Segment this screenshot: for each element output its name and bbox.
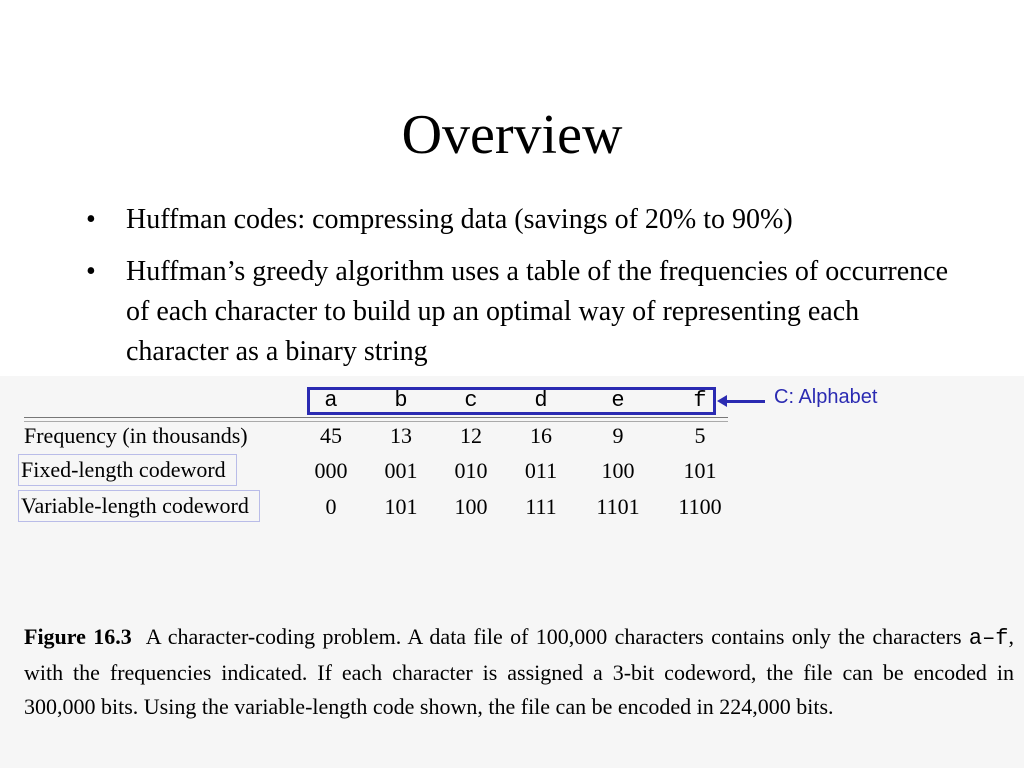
row-label-frequency: Frequency (in thousands) [24,423,248,448]
table-cell: 12 [460,423,482,448]
table-cell: 111 [525,494,557,519]
bullet-marker: • [86,256,96,287]
column-header-e: e [611,388,625,413]
column-header-c: c [464,388,478,413]
table-cell: 1101 [596,494,640,519]
figure-16-3 [0,376,1024,768]
table-cell: 16 [530,423,552,448]
table-cell: 0 [325,494,337,519]
table-cell: 101 [683,458,717,483]
column-header-d: d [534,388,548,413]
figure-caption [24,620,1014,724]
arrow-icon [723,400,765,403]
bullet-text: Huffman’s greedy algorithm uses a table of the frequencies of occurrence of each character to build up an optimal way of representing each character as a binary string [126,256,949,367]
table-cell: 45 [320,423,342,448]
column-header-b: b [394,388,408,413]
row-label-variable-length: Variable-length codeword [18,490,260,522]
bullet-list [86,200,966,372]
table-cell: 1100 [678,494,722,519]
row-label-fixed-length: Fixed-length codeword [18,454,237,486]
table-rule [24,417,728,418]
bullet-text: Huffman codes: compressing data (savings of 20% to 90%) [126,204,793,235]
alphabet-highlight-box [307,387,716,415]
table-cell: 001 [384,458,418,483]
table-cell: 9 [612,423,624,448]
column-header-f: f [693,388,707,413]
bullet-marker: • [86,204,96,235]
table-cell: 100 [454,494,488,519]
column-header-a: a [324,388,338,413]
table-cell: 13 [390,423,412,448]
table-cell: 100 [601,458,635,483]
table-cell: 5 [694,423,706,448]
figure-caption-label: Figure 16.3 [24,624,132,649]
bullet-item [86,252,966,372]
bullet-item [86,200,966,240]
arrow-head-icon [717,395,727,407]
table-cell: 101 [384,494,418,519]
figure-caption-code: a–f [968,626,1009,651]
table-cell: 010 [454,458,488,483]
table-cell: 011 [524,458,558,483]
figure-caption-text: , with the frequencies indicated. If each character is assigned a 3-bit codeword, the file can be encoded in 300,000 bits. Using the variable-length code shown, the file can be encoded in 224,000 bits. [24,624,1015,719]
alphabet-label: C: Alphabet [774,386,878,408]
figure-caption-text: A character-coding problem. A data file of 100,000 characters contains only the characters [145,624,969,649]
slide-title: Overview [401,104,623,166]
table-cell: 000 [314,458,348,483]
